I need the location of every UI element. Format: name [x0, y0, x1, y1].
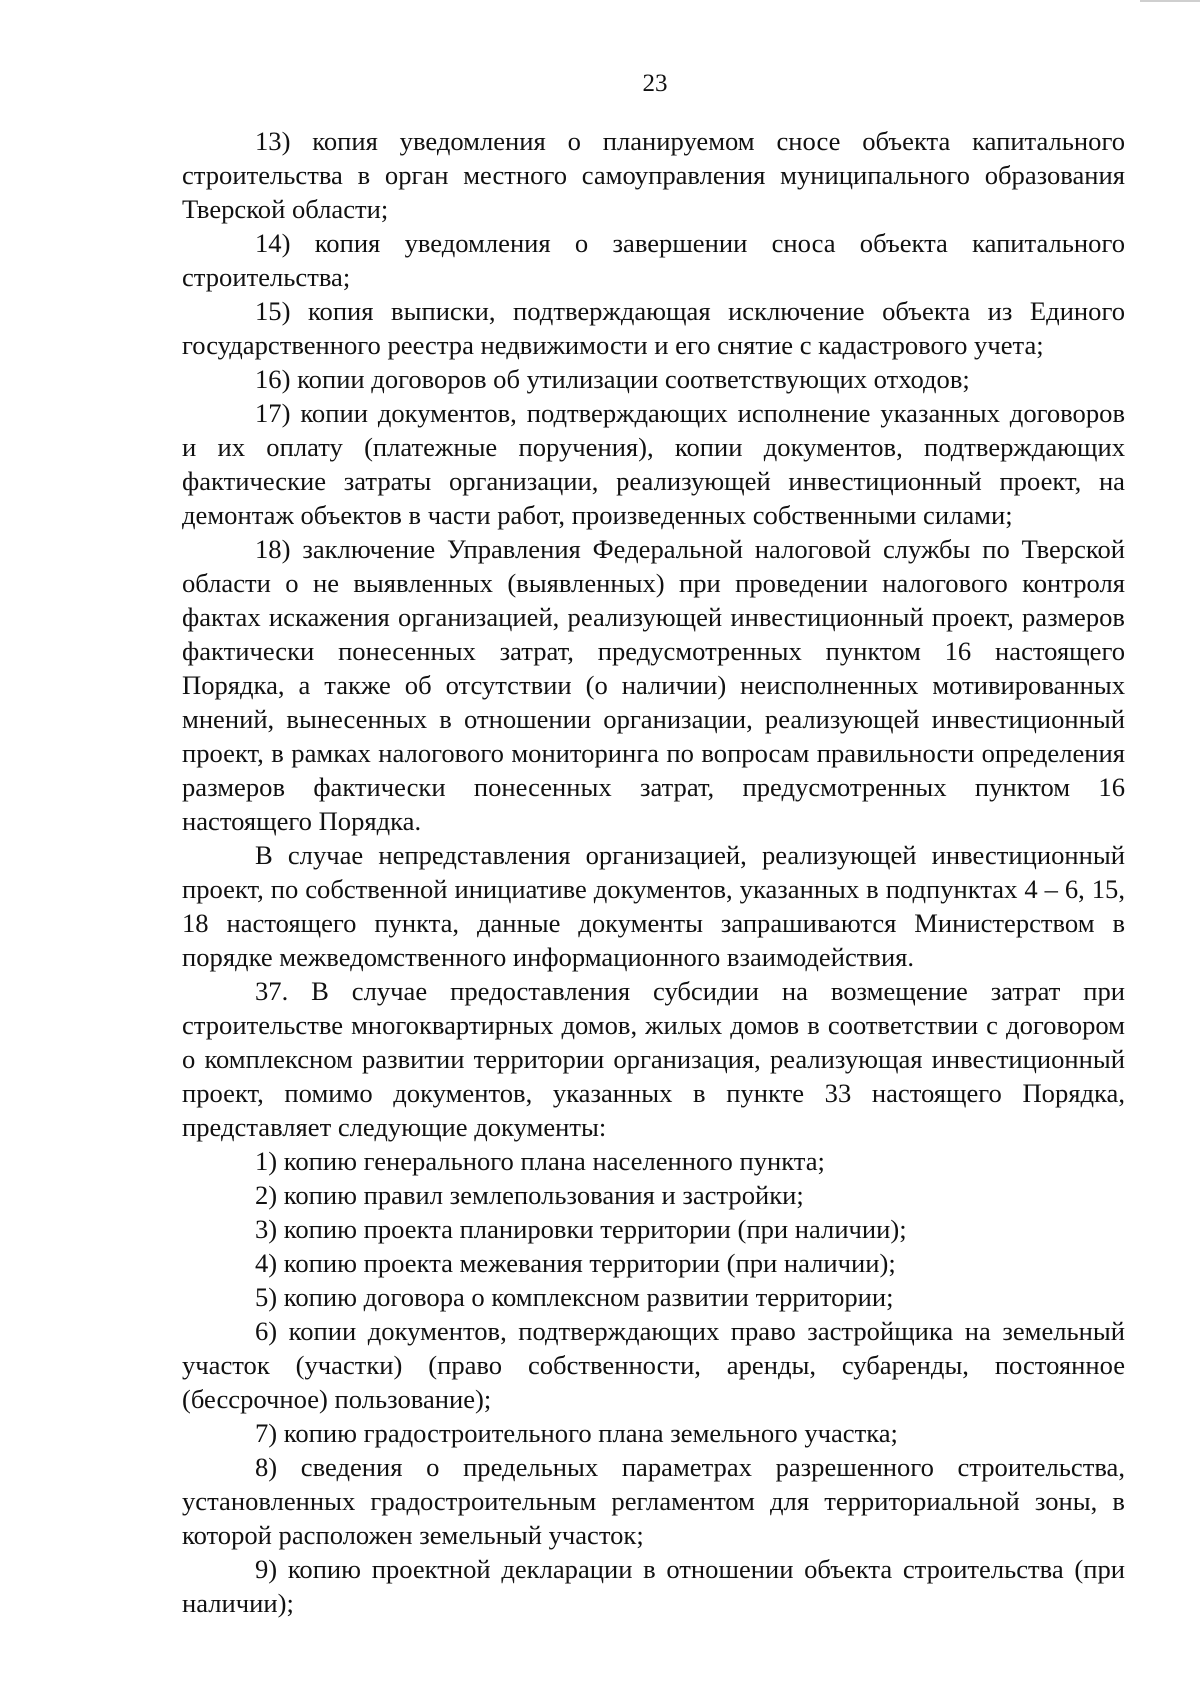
paragraph-doc-7: 7) копию градостроительного плана земельного участка; [255, 1418, 898, 1448]
paragraph-doc-3: 3) копию проекта планировки территории (при наличии); [255, 1214, 907, 1244]
paragraph-doc-4: 4) копию проекта межевания территории (при наличии); [255, 1248, 896, 1278]
paragraph-doc-2: 2) копию правил землепользования и застройки; [255, 1180, 804, 1210]
page-number: 23 [642, 70, 668, 97]
paragraph-item-16: 16) копии договоров об утилизации соответствующих отходов; [255, 364, 970, 394]
paragraph-doc-8: 8) сведения о предельных параметрах разрешенного строительства, установленных градостроительным регламентом для территориальной зоны, в которой расположен земельный участок; [182, 1452, 1125, 1550]
paragraph-clause-37: 37. В случае предоставления субсидии на возмещение затрат при строительстве многоквартирных домов, жилых домов в соответствии с договором о комплексном развитии территории организация, реализующая инвестиционный проект, помимо документов, указанных в пункте 33 настоящего Порядка, представляет следующие документы: [182, 976, 1125, 1142]
paragraph-item-15: 15) копия выписки, подтверждающая исключение объекта из Единого государственного реестра недвижимости и его снятие с кадастрового учета; [182, 296, 1125, 360]
paragraph-doc-6: 6) копии документов, подтверждающих право застройщика на земельный участок (участки) (право собственности, аренды, субаренды, постоянное (бессрочное) пользование); [182, 1316, 1125, 1414]
paragraph-doc-1: 1) копию генерального плана населенного пункта; [255, 1146, 825, 1176]
paragraph-doc-9: 9) копию проектной декларации в отношении объекта строительства (при наличии); [182, 1554, 1125, 1618]
paragraph-item-18: 18) заключение Управления Федеральной налоговой службы по Тверской области о не выявленных (выявленных) при проведении налогового контроля фактах искажения организацией, реализующей инвестиционный проект, размеров фактически понесенных затрат, предусмотренных пунктом 16 настоящего Порядка, а также об отсутствии (о наличии) неисполненных мотивированных мнений, вынесенных в отношении организации, реализующей инвестиционный проект, в рамках налогового мониторинга по вопросам правильности определения размеров фактически понесенных затрат, предусмотренных пунктом 16 настоящего Порядка. [182, 534, 1125, 836]
paragraph-non-submission: В случае непредставления организацией, реализующей инвестиционный проект, по собственной инициативе документов, указанных в подпунктах 4 – 6, 15, 18 настоящего пункта, данные документы запрашиваются Министерством в порядке межведомственного информационного взаимодействия. [182, 840, 1125, 972]
paragraph-item-14: 14) копия уведомления о завершении сноса объекта капитального строительства; [182, 228, 1125, 292]
paragraph-doc-5: 5) копию договора о комплексном развитии территории; [255, 1282, 894, 1312]
paragraph-item-17: 17) копии документов, подтверждающих исполнение указанных договоров и их оплату (платежные поручения), копии документов, подтверждающих фактические затраты организации, реализующей инвестиционный проект, на демонтаж объектов в части работ, произведенных собственными силами; [182, 398, 1125, 530]
scan-edge-mark [1140, 0, 1200, 2]
paragraph-item-13: 13) копия уведомления о планируемом сносе объекта капитального строительства в орган местного самоуправления муниципального образования Тверской области; [182, 126, 1125, 224]
document-body [182, 124, 1125, 1620]
